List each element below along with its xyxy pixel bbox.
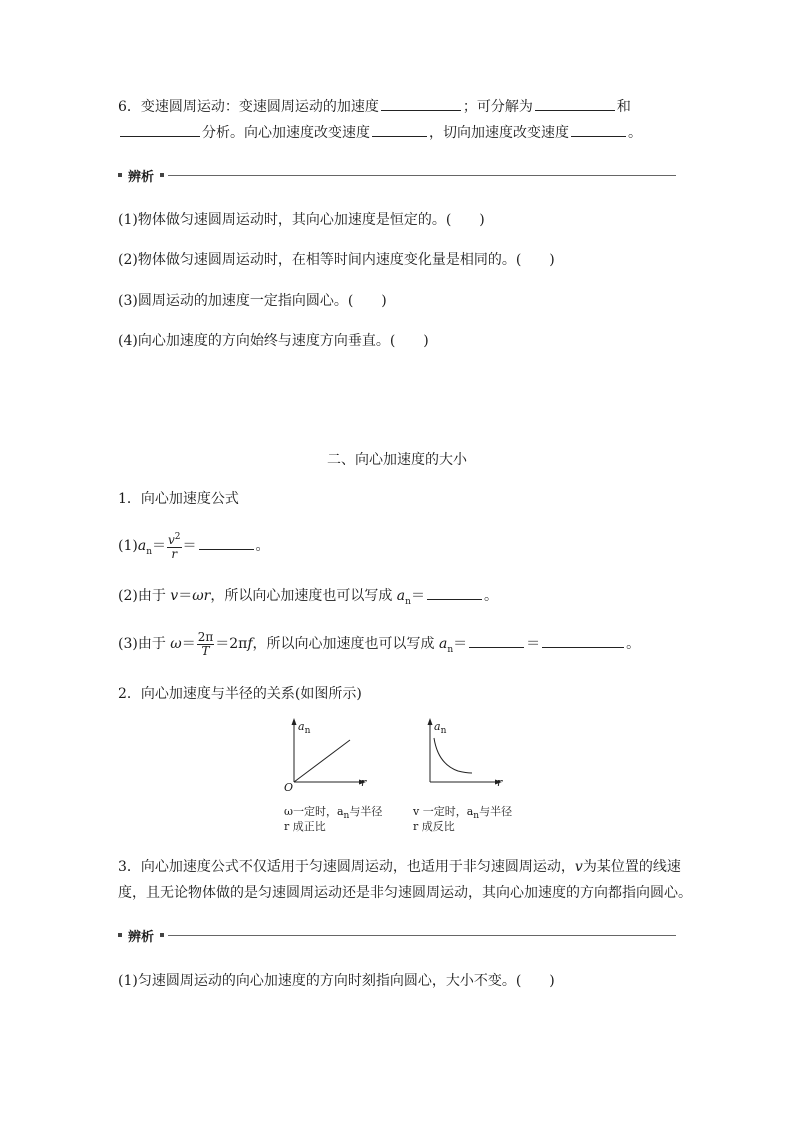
answer-blank[interactable] xyxy=(542,633,624,648)
point-2-title: 2．向心加速度与半径的关系(如图所示) xyxy=(118,686,362,702)
graph-left-y-label: $a_n$ xyxy=(298,720,311,737)
bullet-icon xyxy=(118,933,122,937)
graph-left-caption-2: r 成正比 xyxy=(284,820,326,833)
arrow-icon xyxy=(428,718,433,725)
proportional-line xyxy=(294,740,350,782)
analysis-item: (4)向心加速度的方向始终与速度方向垂直。( ) xyxy=(118,333,429,349)
graph-right-caption-2: r 成反比 xyxy=(413,820,455,833)
formula-2: (2)由于 v＝ωr，所以向心加速度也可以写成 $a_n=$ 。 xyxy=(118,585,498,612)
q6-line-1 xyxy=(118,96,631,117)
q6-text-d: 分析。向心加速度改变速度 xyxy=(202,125,370,141)
formula-3: (3)由于 ω＝ $\frac{2\pi}{T}$ ＝2πf，所以向心加速度也可以写成 $a_n=$ ＝ 。 xyxy=(118,629,641,658)
answer-blank[interactable] xyxy=(571,122,626,137)
answer-blank[interactable] xyxy=(535,96,615,111)
q6-text-f: 。 xyxy=(628,125,642,141)
arrow-icon xyxy=(292,718,297,725)
divider xyxy=(168,175,676,176)
analysis-item: (3)圆周运动的加速度一定指向圆心。( ) xyxy=(118,293,387,309)
analysis-label: 辨析 xyxy=(128,929,155,945)
inverse-curve xyxy=(434,738,472,773)
answer-blank[interactable] xyxy=(381,96,461,111)
graph-inverse-proportion xyxy=(416,716,506,796)
analysis-header xyxy=(118,168,676,185)
divider xyxy=(168,935,676,936)
graph-direct-proportion xyxy=(280,716,370,796)
point-3-line-1: 3．向心加速度公式不仅适用于匀速圆周运动，也适用于非匀速圆周运动，v为某位置的线速 xyxy=(118,859,681,875)
answer-blank[interactable] xyxy=(427,585,482,600)
graph-right-y-label: $a_n$ xyxy=(434,720,447,737)
q6-line-2 xyxy=(118,122,642,143)
graph-right-caption-1: v 一定时，$a_n$与半径 xyxy=(413,805,513,822)
graph-left-x-label: r xyxy=(361,776,367,789)
q6-text-a: 6．变速圆周运动：变速圆周运动的加速度 xyxy=(118,99,379,115)
analysis-item: (2)物体做匀速圆周运动时，在相等时间内速度变化量是相同的。( ) xyxy=(118,252,555,268)
answer-blank[interactable] xyxy=(372,122,427,137)
point-3-line-2: 度，且无论物体做的是匀速圆周运动还是非匀速圆周运动，其向心加速度的方向都指向圆心。 xyxy=(118,885,692,901)
bullet-icon xyxy=(160,173,164,177)
analysis-label: 辨析 xyxy=(128,169,155,185)
q6-text-b: ；可分解为 xyxy=(462,99,533,115)
answer-blank[interactable] xyxy=(199,535,254,550)
analysis-item: (1)物体做匀速圆周运动时，其向心加速度是恒定的。( ) xyxy=(118,212,485,228)
answer-blank[interactable] xyxy=(120,122,200,137)
analysis-header xyxy=(118,928,676,945)
analysis-item: (1)匀速圆周运动的向心加速度的方向时刻指向圆心，大小不变。( ) xyxy=(118,973,555,989)
section-title: 二、向心加速度的大小 xyxy=(327,452,467,468)
point-1-title: 1．向心加速度公式 xyxy=(118,491,239,507)
fraction: $\frac{2\pi}{T}$ xyxy=(197,629,214,658)
graph-right-x-label: r xyxy=(497,776,503,789)
q6-text-c: 和 xyxy=(616,99,631,115)
graph-origin-label: O xyxy=(284,781,294,794)
formula-1: $(1)a_n=$ $\frac{v^2}{r}$ ＝ 。 xyxy=(118,532,270,561)
fraction: $\frac{v^2}{r}$ xyxy=(168,532,181,561)
bullet-icon xyxy=(160,933,164,937)
answer-blank[interactable] xyxy=(469,633,524,648)
bullet-icon xyxy=(118,173,122,177)
graph-left-caption-1: ω一定时，$a_n$与半径 xyxy=(284,805,383,822)
q6-text-e: ，切向加速度改变速度 xyxy=(429,125,569,141)
